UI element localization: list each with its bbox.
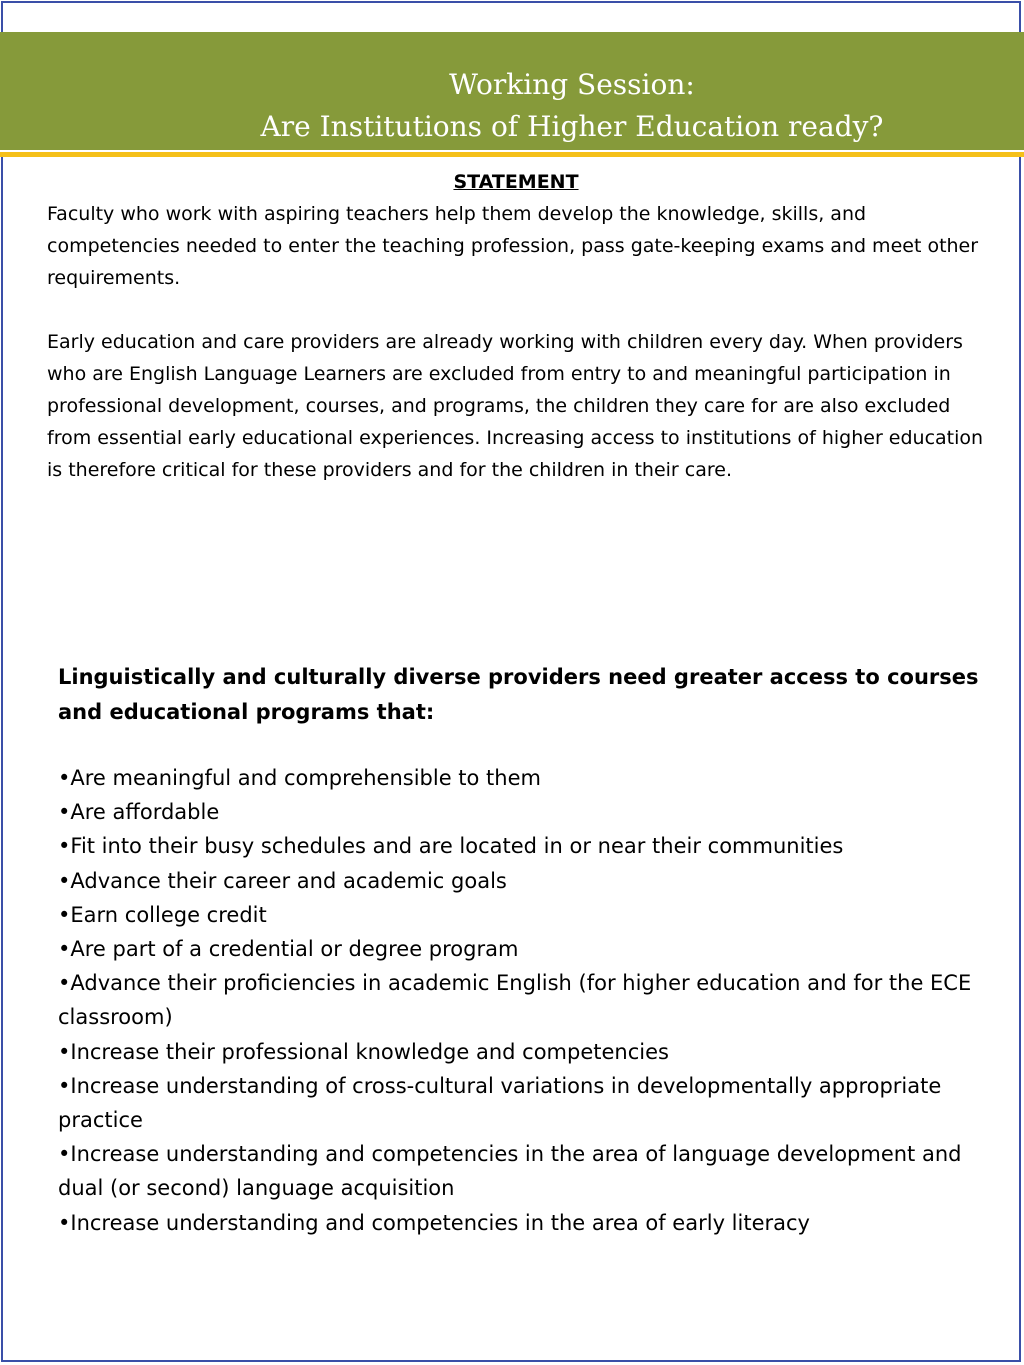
list-item: •Increase understanding of cross-cultural variations in developmentally appropriate practice [58, 1073, 942, 1133]
page-title [120, 64, 1024, 148]
statement-body [47, 198, 997, 518]
header-divider-gold [0, 152, 1024, 157]
page-title-line-2: Are Institutions of Higher Education ready? [260, 110, 884, 143]
page-title-line-1: Working Session: [449, 68, 695, 101]
list-item: •Are affordable [58, 800, 220, 825]
list-item: •Are part of a credential or degree program [58, 937, 519, 962]
needs-list [58, 761, 1008, 1240]
statement-paragraph: Faculty who work with aspiring teachers help them develop the knowledge, skills, and competencies needed to enter the teaching profession, pass gate-keeping exams and meet other requirements. [47, 203, 979, 289]
needs-section [58, 660, 1008, 1240]
list-item: •Increase understanding and competencies in the area of early literacy [58, 1210, 810, 1235]
list-item: •Are meaningful and comprehensible to them [58, 766, 541, 790]
statement-heading: STATEMENT [453, 171, 579, 193]
list-item: •Increase their professional knowledge and competencies [58, 1039, 669, 1064]
list-item: •Advance their proficiencies in academic English (for higher education and for the ECE classroom) [58, 971, 972, 1030]
list-item: •Increase understanding and competencies in the area of language development and dual (or second) language acquisition [58, 1142, 962, 1201]
list-item: •Earn college credit [58, 902, 267, 927]
statement-paragraph: Early education and care providers are already working with children every day. When providers who are English Language Learners are excluded from entry to and meaningful participation in professional development, courses, and programs, the children they care for are also excluded from essential early educational experiences. Increasing access to institutions of higher education is therefore critical for these providers and for the children in their care. [47, 331, 984, 481]
list-item: •Fit into their busy schedules and are located in or near their communities [58, 834, 844, 859]
needs-lead: Linguistically and culturally diverse providers need greater access to courses and educational programs that: [58, 665, 979, 724]
list-item: •Advance their career and academic goals [58, 868, 507, 893]
